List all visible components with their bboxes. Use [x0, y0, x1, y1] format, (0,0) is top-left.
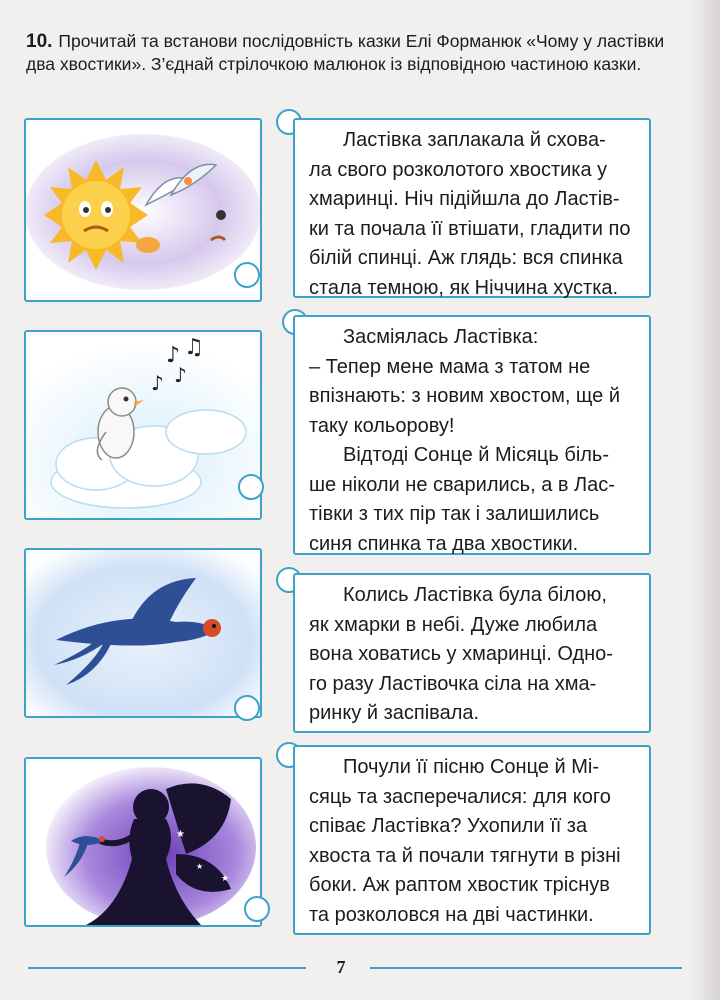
story-part-2: [293, 315, 651, 555]
svg-text:★: ★: [221, 874, 230, 884]
story-part-2-paragraph-1: Засміялась Ластівка: – Тепер мене мама з татом не впізнають: з новим хвостом, ще й таку кольорову!: [309, 326, 621, 437]
story-part-4-paragraph: Почули її пісню Сонце й Мі- сяць та засперечалися: для кого співає Ластівка? Ухопили її за хвоста та й почали тягнути в різні боки. Аж раптом хвостик тріснув та розколовся на дві частинки.: [309, 756, 621, 926]
illustration-4: [24, 757, 262, 927]
illustration-1: [24, 118, 262, 302]
connector-circle-pic-2[interactable]: [238, 474, 264, 500]
sun-moon-swallow-icon: [26, 120, 260, 300]
page-footer: [0, 957, 720, 977]
svg-text:♪: ♪: [151, 371, 164, 395]
svg-text:♫: ♫: [184, 335, 204, 360]
svg-text:♪: ♪: [166, 343, 181, 368]
task-number: 10.: [26, 31, 53, 52]
story-part-4: [293, 745, 651, 935]
illustration-3: [24, 548, 262, 718]
svg-text:★: ★: [196, 862, 204, 871]
night-fairy-with-swallow-icon: [26, 759, 260, 925]
singing-bird-on-cloud-icon: [26, 332, 260, 518]
connector-circle-pic-1[interactable]: [234, 262, 260, 288]
svg-text:♪: ♪: [174, 363, 187, 387]
page-number: 7: [336, 957, 346, 977]
story-part-1-paragraph: Ластівка заплакала й схова- ла свого розколотого хвостика у хмаринці. Ніч підійшла до Ластів- ки та почала її втішати, гладити по білій спинці. Аж глядь: вся спинка стала темною, як Ніччина хустка.: [309, 129, 631, 299]
page-edge-shadow: [690, 0, 720, 1000]
story-part-3-paragraph: Колись Ластівка була білою, як хмарки в небі. Дуже любила вона ховатись у хмаринці. Одно- го разу Ластівочка сіла на хма- ринку й заспівала.: [309, 584, 613, 724]
story-part-2-paragraph-2: Відтоді Сонце й Місяць біль- ше ніколи не сварились, а в Лас- тівки з тих пір так і залишились синя спинка та два хвостики.: [309, 444, 615, 555]
flying-swallow-icon: [26, 550, 260, 716]
footer-line-left: [28, 967, 306, 969]
task-instruction: [26, 30, 676, 76]
task-text: Прочитай та встанови послідовність казки Елі Форманюк «Чому у ластівки два хвостики». З’єднай стрілочкою малюнок із відповідною частиною казки.: [26, 31, 665, 74]
footer-line-right: [370, 967, 682, 969]
connector-circle-pic-4[interactable]: [244, 896, 270, 922]
svg-text:★: ★: [176, 829, 185, 840]
connector-circle-pic-3[interactable]: [234, 695, 260, 721]
illustration-2: [24, 330, 262, 520]
story-part-1: [293, 118, 651, 298]
story-part-3: [293, 573, 651, 733]
